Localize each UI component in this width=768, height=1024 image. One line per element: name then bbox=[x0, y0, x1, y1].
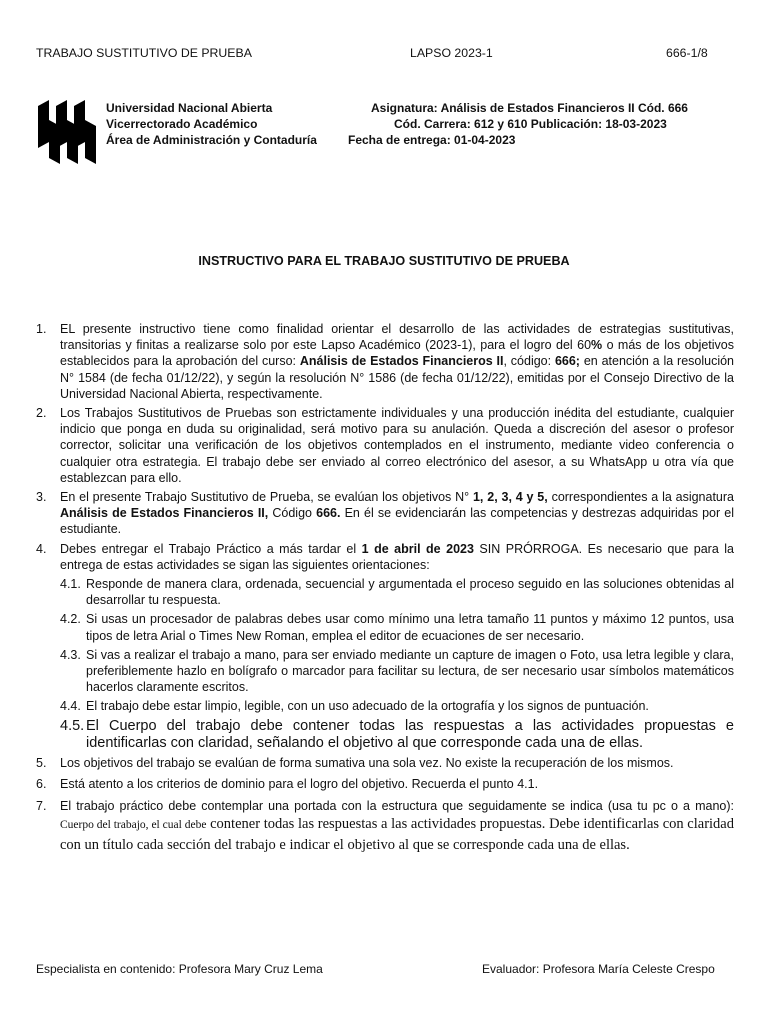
institution-name: Universidad Nacional Abierta bbox=[106, 101, 273, 115]
item-text-bold: 1, 2, 3, 4 y 5, bbox=[472, 490, 548, 505]
list-item-3 bbox=[36, 489, 734, 538]
sub-item-4-2 bbox=[36, 611, 734, 643]
item-text: Los objetivos del trabajo se evalúan de forma sumativa una sola vez. No existe la recuperación de los mismos. bbox=[60, 755, 674, 770]
sub-item-4-5 bbox=[36, 718, 734, 752]
item-text: SIN PRÓRROGA. Es necesario que para la entrega de estas actividades se sigan las siguientes orientaciones: bbox=[60, 541, 734, 572]
item-number: 4. bbox=[36, 541, 47, 556]
instructions-list bbox=[36, 321, 734, 859]
list-item-1 bbox=[36, 321, 734, 402]
sub-item-text: Si vas a realizar el trabajo a mano, para ser enviado mediante un capture de imagen o Foto, usa letra legible y clara, preferiblemente hazlo en bolígrafo o marcador para facilitar su lectura, de ser necesario usar símbolos matemáticos hacerlos claramente escritos. bbox=[86, 647, 734, 695]
item-text-serif: contener todas las respuestas a las actividades propuestas. Debe identificarlas con claridad con un título cada sección del trabajo e indicar el objetivo al que se corresponde cada una de ellas. bbox=[60, 816, 734, 854]
item-text-bold: Análisis de Estados Financieros II, bbox=[60, 506, 269, 521]
item-number: 5. bbox=[36, 755, 47, 770]
item-text: , código: bbox=[503, 354, 555, 369]
item-text-bold: 666. bbox=[316, 506, 341, 521]
item-text: o más de los objetivos establecidos para la aprobación del curso: bbox=[60, 338, 734, 369]
course-block bbox=[348, 100, 708, 148]
item-text: Código bbox=[268, 506, 317, 521]
sub-item-4-4 bbox=[36, 698, 734, 714]
item-text: EL presente instructivo tiene como finalidad orientar el desarrollo de las actividades de estrategias sustitutivas, transitorias y finitas a realizarse solo por este Lapso Académico (2023-1), para el logro del 60 bbox=[60, 322, 734, 353]
item-text-bold: % bbox=[591, 338, 603, 353]
list-item-4 bbox=[36, 541, 734, 573]
document-title: INSTRUCTIVO PARA EL TRABAJO SUSTITUTIVO DE PRUEBA bbox=[198, 254, 570, 268]
item-text-bold: 666; bbox=[554, 354, 580, 369]
header-left: TRABAJO SUSTITUTIVO DE PRUEBA bbox=[36, 46, 252, 60]
footer-evaluator: Evaluador: Profesora María Celeste Crespo bbox=[482, 962, 715, 976]
item-number: 2. bbox=[36, 406, 47, 421]
item-text-serif-small: Cuerpo del trabajo, el cual debe bbox=[60, 819, 207, 832]
item-number: 6. bbox=[36, 776, 47, 791]
sub-item-4-1 bbox=[36, 576, 734, 608]
footer-specialist: Especialista en contenido: Profesora Mary Cruz Lema bbox=[36, 962, 323, 976]
institution-area: Área de Administración y Contaduría bbox=[106, 133, 317, 147]
item-text: En el presente Trabajo Sustitutivo de Prueba, se evalúan los objetivos N° bbox=[60, 490, 473, 505]
item-text: Los Trabajos Sustitutivos de Pruebas son estrictamente individuales y una producción inédita del estudiante, cualquier indicio que ponga en duda su originalidad, será motivo para su anulación. Queda a discreción del asesor o profesor corrector, solicitar una verificación de los objetivos contemplados en el instrumento, mediante video conferencia o cualquier otra estrategia. El trabajo debe ser enviado al correo electrónico del asesor, a su WhatsApp u otra vía que establezcan para ello. bbox=[60, 406, 734, 485]
item-number: 7. bbox=[36, 799, 47, 814]
sub-item-number: 4.2. bbox=[60, 612, 81, 627]
sub-item-text: El Cuerpo del trabajo debe contener todas las respuestas a las actividades propuestas e identificarlas con claridad, señalando el objetivo al que corresponde cada una de ellas. bbox=[86, 717, 734, 751]
item-text: Está atento a los criterios de dominio para el logro del objetivo. Recuerda el punto 4.1. bbox=[60, 776, 539, 791]
institution-vice: Vicerrectorado Académico bbox=[106, 117, 258, 131]
item-text: correspondientes a la asignatura bbox=[547, 490, 734, 505]
course-due-date: Fecha de entrega: 01-04-2023 bbox=[348, 133, 516, 147]
header-right: 666-1/8 bbox=[666, 46, 708, 60]
una-logo bbox=[36, 100, 98, 164]
item-text-bold: 1 de abril de 2023 bbox=[361, 541, 474, 556]
sub-item-text: El trabajo debe estar limpio, legible, con un uso adecuado de la ortografía y los signos de puntuación. bbox=[86, 699, 649, 714]
sub-item-4-3 bbox=[36, 647, 734, 696]
sub-item-number: 4.4. bbox=[60, 699, 81, 714]
header-center: LAPSO 2023-1 bbox=[410, 46, 493, 60]
item-text: Debes entregar el Trabajo Práctico a más tardar el bbox=[60, 541, 362, 556]
course-subject: Asignatura: Análisis de Estados Financieros II Cód. 666 bbox=[371, 101, 688, 115]
list-item-5 bbox=[36, 755, 734, 771]
list-item-7 bbox=[36, 798, 734, 856]
course-career: Cód. Carrera: 612 y 610 Publicación: 18-03-2023 bbox=[394, 117, 667, 131]
item-number: 3. bbox=[36, 490, 47, 505]
item-text: En él se evidenciarán las competencias y destrezas adquiridas por el estudiante. bbox=[60, 506, 734, 537]
item-text: El trabajo práctico debe contemplar una portada con la estructura que seguidamente se indica (usa tu pc o a mano): bbox=[60, 799, 734, 814]
list-item-2 bbox=[36, 405, 734, 486]
sub-item-number: 4.5. bbox=[60, 717, 85, 734]
sub-item-text: Responde de manera clara, ordenada, secuencial y argumentada el proceso seguido en las soluciones obtenidas al desarrollar tu respuesta. bbox=[86, 577, 734, 608]
item-text-bold: Análisis de Estados Financieros II bbox=[299, 354, 504, 369]
item-number: 1. bbox=[36, 322, 47, 336]
sub-item-text: Si usas un procesador de palabras debes usar como mínimo una letra tamaño 11 puntos y máximo 12 puntos, usa tipos de letra Arial o Times New Roman, emplea el editor de ecuaciones de ser necesario. bbox=[86, 612, 734, 643]
list-item-6 bbox=[36, 776, 734, 792]
item-text: en atención a la resolución N° 1584 (de fecha 01/12/22), y según la resolución N° 1586 (de fecha 01/12/22), emitidas por el Consejo Directivo de la Universidad Nacional Abierta, respectivamente. bbox=[60, 354, 735, 401]
sub-item-number: 4.1. bbox=[60, 577, 81, 592]
institution-block bbox=[106, 100, 317, 148]
sub-item-number: 4.3. bbox=[60, 647, 81, 662]
